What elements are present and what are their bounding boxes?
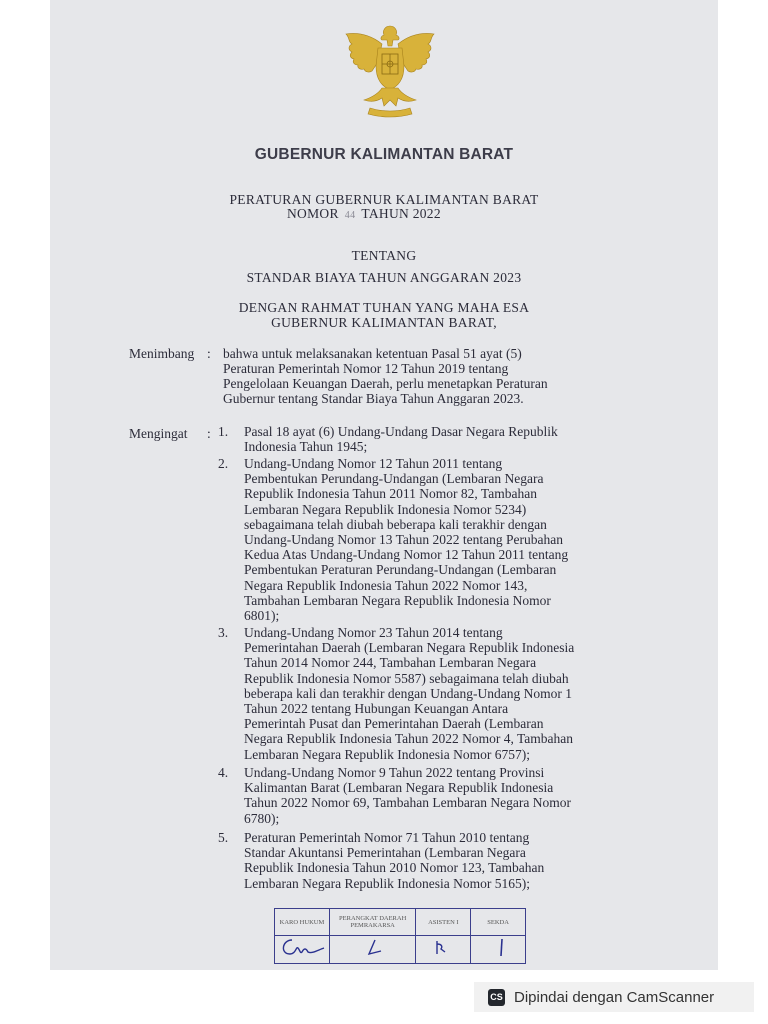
item-number: 4. (218, 765, 229, 780)
column-karo-hukum: KARO HUKUM (275, 909, 330, 936)
text-line: Standar Akuntansi Pemerintahan (Lembaran Negara (244, 845, 526, 861)
text-line: Tahun 2022 tentang Hubungan Keuangan Antara (244, 701, 509, 717)
text-line: Pengelolaan Keuangan Daerah, perlu menetapkan Peraturan (223, 376, 548, 391)
mengingat-colon: : (207, 426, 211, 441)
item-number: 2. (218, 456, 229, 471)
text-line: Tambahan Lembaran Negara Republik Indonesia Nomor (244, 592, 551, 608)
text-line: Republik Indonesia Nomor 5587) sebagaimana telah diubah (244, 670, 569, 686)
year-label: TAHUN 2022 (361, 206, 441, 221)
text-line: Lembaran Negara Republik Indonesia Nomor 6757); (244, 746, 531, 762)
regulation-subject: STANDAR BIAYA TAHUN ANGGARAN 2023 (246, 270, 522, 285)
preamble-line-2: GUBERNUR KALIMANTAN BARAT, (271, 315, 497, 330)
handwritten-initial-icon (278, 936, 326, 958)
text-line: bahwa untuk melaksanakan ketentuan Pasal 51 ayat (5) (223, 346, 522, 361)
regulation-number (287, 206, 441, 222)
text-line: Undang-Undang Nomor 9 Tahun 2022 tentang Provinsi (244, 765, 545, 780)
text-line: 6801); (244, 608, 280, 624)
text-line: Pemerintah Pusat dan Pemerintahan Daerah (Lembaran (244, 716, 544, 732)
menimbang-text (223, 346, 646, 406)
legal-basis-item (218, 765, 646, 826)
column-asisten-i: ASISTEN I (416, 909, 471, 936)
preamble-line-1: DENGAN RAHMAT TUHAN YANG MAHA ESA (238, 300, 530, 315)
text-line: Pasal 18 ayat (6) Undang-Undang Dasar Negara Republik (244, 424, 558, 439)
initial-perangkat-daerah (329, 936, 416, 964)
item-number: 3. (218, 625, 229, 640)
legal-basis-item (218, 830, 646, 891)
handwritten-initial-icon (478, 936, 518, 958)
item-number: 5. (218, 830, 229, 845)
initial-karo-hukum (275, 936, 330, 964)
text-line: Lembaran Negara Republik Indonesia Nomor 5165); (244, 875, 531, 891)
menimbang-label: Menimbang (129, 346, 195, 361)
text-line: Gubernur tentang Standar Biaya Tahun Anggaran 2023. (223, 391, 524, 406)
text-line: Tahun 2014 Nomor 244, Tambahan Lembaran Negara (244, 655, 537, 671)
item-number: 1. (218, 424, 229, 439)
text-line: sebagaimana telah diubah beberapa kali terakhir dengan (244, 516, 547, 532)
text-line: 6780); (244, 810, 280, 826)
regulation-title: PERATURAN GUBERNUR KALIMANTAN BARAT (229, 192, 539, 207)
text-line: Republik Indonesia Tahun 2010 Nomor 123, Tambahan (244, 860, 545, 876)
text-line: Negara Republik Indonesia Tahun 2022 Nomor 143, (244, 577, 528, 593)
text-line: Pembentukan Perundang-Undangan (Lembaran Negara (244, 471, 544, 487)
initial-asisten-i (416, 936, 471, 964)
text-line: Peraturan Pemerintah Nomor 12 Tahun 2019 tentang (223, 361, 509, 376)
text-line: Undang-Undang Nomor 13 Tahun 2022 tentang Perubahan (244, 532, 563, 548)
camscanner-logo-icon: CS (488, 989, 505, 1006)
document-page (50, 0, 718, 970)
text-line: Peraturan Pemerintah Nomor 71 Tahun 2010 tentang (244, 830, 530, 845)
garuda-emblem-icon (338, 22, 442, 124)
text-line: Tahun 2022 Nomor 69, Tambahan Lembaran Negara Nomor (244, 795, 572, 811)
handwritten-initial-icon (423, 936, 463, 958)
text-line: Undang-Undang Nomor 12 Tahun 2011 tentang (244, 456, 503, 471)
text-line: Undang-Undang Nomor 23 Tahun 2014 tentang (244, 625, 503, 640)
issuer-title: GUBERNUR KALIMANTAN BARAT (254, 146, 514, 163)
text-line: Pembentukan Peraturan Perundang-Undangan (Lembaran (244, 562, 557, 578)
text-line: Pemerintahan Daerah (Lembaran Negara Republik Indonesia (244, 640, 575, 656)
text-line: Kedua Atas Undang-Undang Nomor 12 Tahun 2011 tentang (244, 547, 569, 563)
column-perangkat-daerah: PERANGKAT DAERAH PEMRAKARSA (329, 909, 416, 936)
column-sekda: SEKDA (471, 909, 526, 936)
camscanner-text: Dipindai dengan CamScanner (514, 988, 715, 1006)
text-line: Kalimantan Barat (Lembaran Negara Republik Indonesia (244, 780, 554, 796)
text-line: Negara Republik Indonesia Tahun 2022 Nomor 4, Tambahan (244, 731, 574, 747)
legal-basis-item (218, 456, 646, 623)
handwritten-initial-icon (343, 936, 403, 958)
text-line: Indonesia Tahun 1945; (244, 439, 368, 455)
text-line: Lembaran Negara Republik Indonesia Nomor 5234) (244, 501, 527, 517)
legal-basis-item (218, 625, 646, 762)
text-line: beberapa kali dan terakhir dengan Undang-Undang Nomor 1 (244, 685, 573, 701)
text-line: Republik Indonesia Tahun 2011 Nomor 82, Tambahan (244, 486, 537, 502)
initial-sekda (471, 936, 526, 964)
number-value: 44 (344, 210, 356, 221)
mengingat-label: Mengingat (129, 426, 188, 441)
initials-table (274, 908, 526, 964)
menimbang-colon: : (207, 346, 211, 361)
camscanner-watermark (474, 982, 754, 1012)
number-label: NOMOR (287, 206, 339, 221)
tentang-heading: TENTANG (351, 248, 417, 263)
legal-basis-item (218, 424, 646, 454)
